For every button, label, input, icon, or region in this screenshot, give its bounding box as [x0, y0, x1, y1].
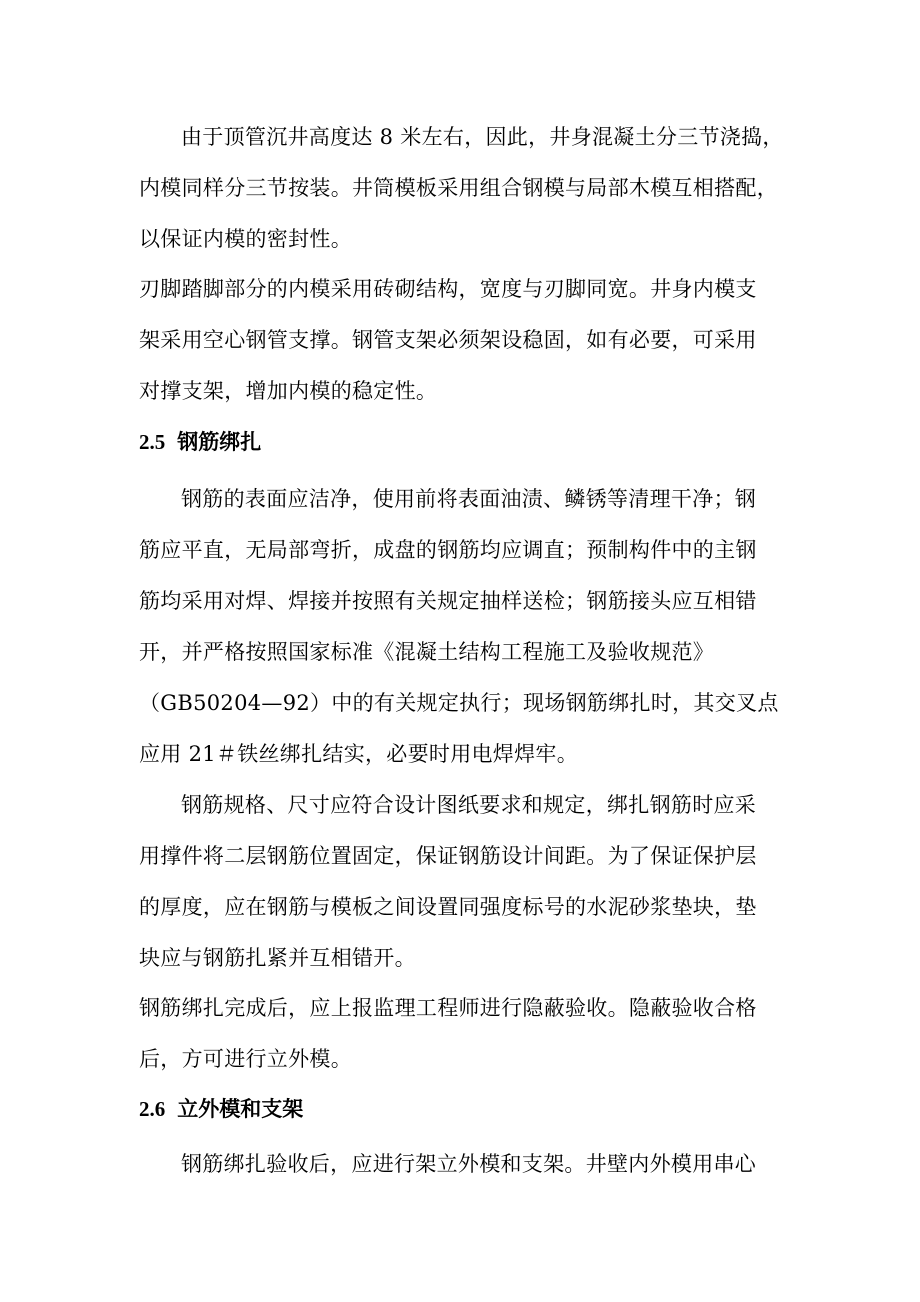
text-line: 对撑支架，增加内模的稳定性。	[139, 379, 438, 403]
text-line: 刃脚踏脚部分的内模采用砖砌结构，宽度与刃脚同宽。井身内模支	[139, 277, 757, 301]
text-line: （GB50204—92）中的有关规定执行；现场钢筋绑扎时，其交叉点	[139, 691, 779, 715]
text-line: 钢筋绑扎完成后，应上报监理工程师进行隐蔽验收。隐蔽验收合格	[139, 996, 757, 1020]
text-line: 后，方可进行立外模。	[139, 1047, 352, 1071]
section-number: 2.6	[139, 1097, 166, 1121]
text-line: 的厚度，应在钢筋与模板之间设置同强度标号的水泥砂浆垫块，垫	[139, 895, 757, 919]
text-line: 应用 21＃铁丝绑扎结实，必要时用电焊焊牢。	[139, 742, 578, 766]
section-heading-2-6	[139, 1094, 303, 1124]
paragraph-rebar-spec	[139, 780, 779, 984]
text-line: 由于顶管沉井高度达 8 米左右，因此，井身混凝土分三节浇捣，	[181, 125, 784, 149]
section-heading-2-5	[139, 427, 261, 457]
section-number: 2.5	[139, 430, 166, 454]
section-title: 立外模和支架	[177, 1096, 304, 1121]
paragraph-cutting-edge	[139, 264, 779, 417]
text-line: 钢筋的表面应洁净，使用前将表面油渍、鳞锈等清理干净；钢	[181, 487, 757, 511]
text-line: 筋均采用对焊、焊接并按照有关规定抽样送检；钢筋接头应互相错	[139, 589, 757, 613]
text-line: 内模同样分三节按装。井筒模板采用组合钢模与局部木模互相搭配，	[139, 176, 778, 200]
paragraph-inner-formwork	[139, 112, 784, 265]
text-line: 以保证内模的密封性。	[139, 227, 352, 251]
text-line: 架采用空心钢管支撑。钢管支架必须架设稳固，如有必要，可采用	[139, 328, 757, 352]
text-line: 钢筋规格、尺寸应符合设计图纸要求和规定，绑扎钢筋时应采	[181, 793, 757, 817]
text-line: 筋应平直，无局部弯折，成盘的钢筋均应调直；预制构件中的主钢	[139, 538, 757, 562]
section-title: 钢筋绑扎	[177, 429, 262, 454]
text-line: 开，并严格按照国家标准《混凝土结构工程施工及验收规范》	[139, 640, 715, 664]
paragraph-rebar-cleaning	[139, 474, 779, 780]
text-line: 钢筋绑扎验收后，应进行架立外模和支架。井壁内外模用串心	[181, 1152, 757, 1176]
paragraph-outer-formwork	[139, 1139, 779, 1190]
text-line: 块应与钢筋扎紧并互相错开。	[139, 946, 416, 970]
text-line: 用撑件将二层钢筋位置固定，保证钢筋设计间距。为了保证保护层	[139, 844, 757, 868]
paragraph-inspection	[139, 983, 779, 1085]
